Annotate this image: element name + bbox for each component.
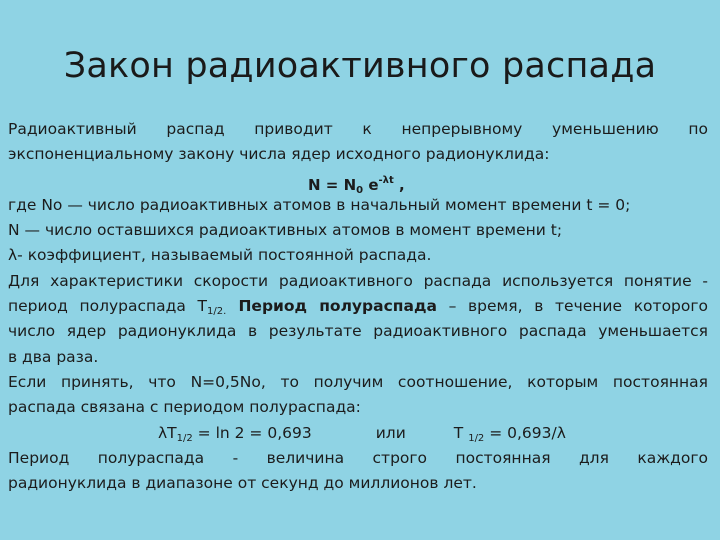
text-line-2: экспоненциальному закону числа ядер исходного радионуклида: [8, 145, 550, 164]
decay-formula [8, 168, 708, 193]
text-line-6: λ- коэффициент, называемый постоянной распада. [8, 246, 432, 265]
text-line-8 [8, 294, 708, 319]
formula-subscript: 1/2 [176, 432, 193, 444]
formula-part: e [363, 175, 379, 193]
text-line-1: Радиоактивный распад приводит к непрерывному уменьшению по [8, 120, 708, 138]
formula-part: = ln 2 = 0,693 [192, 423, 312, 442]
half-life-term: Период полураспада [226, 297, 437, 316]
formula-part: N = N [308, 175, 357, 193]
text-line-9: число ядер радионуклида в результате радиоактивного распада уменьшается [8, 322, 708, 341]
text-line-15: радионуклида в диапазоне от секунд до миллионов лет. [8, 474, 477, 493]
formula-part: λТ [158, 423, 177, 442]
slide-title: Закон радиоактивного распада [63, 46, 657, 86]
formula-part: = 0,693/λ [484, 423, 566, 442]
formula-or: или [375, 423, 406, 442]
text-line-10: в два раза. [8, 347, 99, 366]
text-line-11: Если принять, что N=0,5No, то получим соотношение, которым постоянная [8, 372, 708, 391]
text-line-4: где No — число радиоактивных атомов в начальный момент времени t = 0; [8, 195, 631, 214]
formula-subscript: 1/2 [468, 432, 485, 444]
text-line-5: N — число оставшихся радиоактивных атомов в момент времени t; [8, 221, 563, 240]
text-part: – время, в течение которого [436, 297, 708, 316]
formula-part: , [393, 175, 405, 193]
text-part: период полураспада Т [8, 297, 208, 316]
text-line-12: распада связана с периодом полураспада: [8, 398, 361, 417]
text-line-7: Для характеристики скорости радиоактивного распада используется понятие - [8, 271, 708, 290]
slide-body [8, 117, 708, 496]
formula-subscript: 0 [356, 184, 364, 193]
formula-part: Т [453, 423, 469, 442]
formula-exponent: -λt [378, 174, 394, 186]
half-life-subscript: 1/2. [207, 306, 227, 318]
half-life-formula [8, 421, 708, 446]
text-line-14: Период полураспада - величина строго постоянная для каждого [8, 448, 708, 467]
